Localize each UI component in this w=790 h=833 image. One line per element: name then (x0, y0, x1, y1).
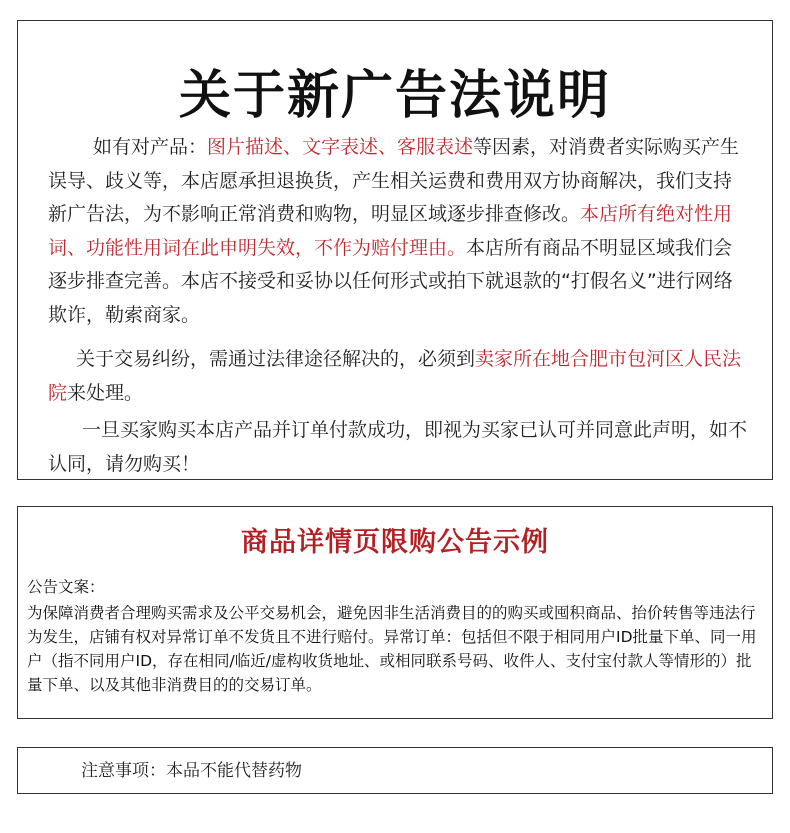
notice-body: 为保障消费者合理购买需求及公平交易机会，避免因非生活消费目的的购买或囤积商品、抬价转售等违法行为发生，店铺有权对异常订单不发货且不进行赔付。异常订单：包括但不限于相同用户ID批量下单、同一用户（指不同用户ID，存在相同/临近/虚构收货地址、或相同联系号码、收件人、支付宝付款人等情形的）批量下单、以及其他非消费目的的交易订单。 (27, 604, 757, 694)
disclaimer-p1-text-1: 如有对产品： (93, 136, 208, 158)
disclaimer-p1-text-3: 本店所有商品不明显区域我们会逐步排查完善。本店不接受和妥协以任何形式或拍下就退款的“打假名义”进行网络欺诈，勒索商家。 (48, 236, 733, 326)
disclaimer-p1-text-2: 等因素，对消费者实际购买产生误导、歧义等，本店愿承担退换货，产生相关运费和费用双方协商解决，我们支持新广告法，为不影响正常消费和购物，明显区域逐步排查修改。 (48, 136, 740, 225)
precaution-note-text: 注意事项：本品不能代替药物 (81, 761, 302, 781)
purchase-limit-notice-box (17, 506, 773, 719)
notice-label: 公告文案： (27, 578, 105, 596)
ad-law-disclaimer-box (17, 20, 773, 480)
notice-title: 商品详情页限购公告示例 (241, 527, 549, 558)
disclaimer-p2-highlight-1: 卖家所在地合肥市包河区人民法院 (48, 348, 742, 404)
disclaimer-p2-text-2: 来处理。 (67, 381, 144, 404)
disclaimer-p1-highlight-2: 本店所有绝对性用词、功能性用词在此申明失效，不作为赔付理由。 (48, 203, 733, 259)
disclaimer-p2-text-1: 关于交易纠纷，需通过法律途径解决的，必须到 (76, 348, 476, 370)
disclaimer-paragraph-3: 一旦买家购买本店产品并订单付款成功，即视为买家已认可并同意此声明，如不认同，请勿购买！ (48, 419, 748, 475)
precaution-note-box (17, 747, 773, 794)
disclaimer-p1-highlight-1: 图片描述、文字表述、客服表述 (207, 136, 474, 158)
disclaimer-paragraph-1 (48, 131, 748, 332)
disclaimer-title: 关于新广告法说明 (178, 66, 611, 126)
disclaimer-paragraph-2 (48, 343, 748, 410)
